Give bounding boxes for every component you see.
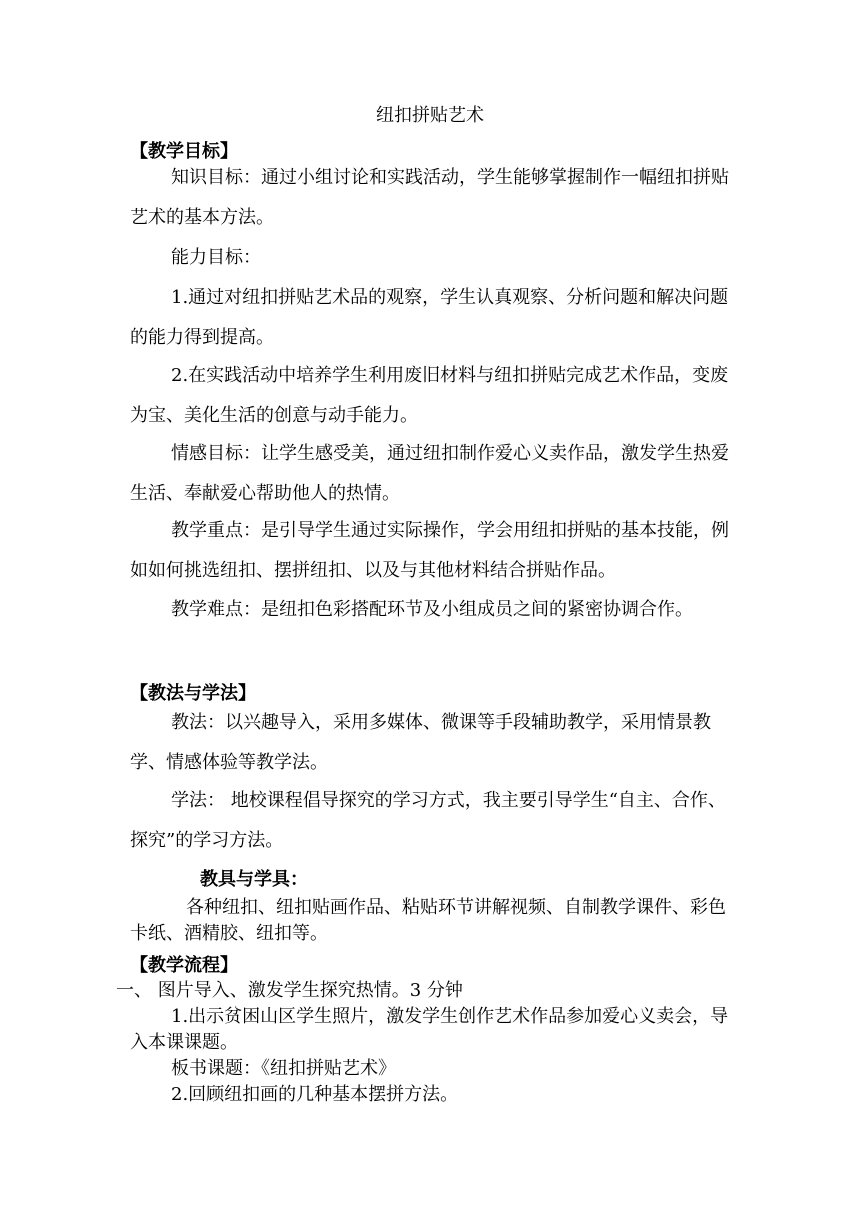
ability-objective-1: 1.通过对纽扣拼贴艺术品的观察，学生认真观察、分析问题和解决问题的能力得到提高。 bbox=[130, 287, 729, 348]
process-step-1: 一、 图片导入、激发学生探究热情。3 分钟 bbox=[116, 980, 463, 1001]
objectives-heading: 【教学目标】 bbox=[130, 141, 238, 162]
tools-heading: 教具与学具： bbox=[200, 869, 308, 890]
methods-heading: 【教法与学法】 bbox=[130, 683, 256, 704]
document-title: 纽扣拼贴艺术 bbox=[376, 105, 484, 126]
learning-method: 学法： 地校课程倡导探究的学习方式，我主要引导学生“自主、合作、探究”的学习方法。 bbox=[130, 790, 726, 851]
ability-objective-2: 2.在实践活动中培养学生利用废旧材料与纽扣拼贴完成艺术作品，变废为宝、美化生活的创意与动手能力。 bbox=[130, 365, 729, 426]
process-step-1-1: 1.出示贫困山区学生照片，激发学生创作艺术作品参加爱心义卖会，导入本课课题。 bbox=[130, 1006, 729, 1053]
process-heading: 【教学流程】 bbox=[130, 955, 238, 976]
emotion-objective: 情感目标：让学生感受美，通过纽扣制作爱心义卖作品，激发学生热爱生活、奉献爱心帮助他人的热情。 bbox=[130, 443, 729, 504]
teaching-difficulty: 教学难点：是纽扣色彩搭配环节及小组成员之间的紧密协调合作。 bbox=[171, 599, 693, 620]
tools-content: 各种纽扣、纽扣贴画作品、粘贴环节讲解视频、自制教学课件、彩色卡纸、酒精胶、纽扣等。 bbox=[130, 897, 726, 944]
process-step-1-2: 2.回顾纽扣画的几种基本摆拼方法。 bbox=[171, 1084, 459, 1105]
teaching-method: 教法：以兴趣导入，采用多媒体、微课等手段辅助教学，采用情景教学、情感体验等教学法。 bbox=[130, 712, 711, 773]
ability-objective-label: 能力目标： bbox=[171, 247, 261, 268]
board-title: 板书课题：《纽扣拼贴艺术》 bbox=[171, 1058, 396, 1079]
teaching-key-point: 教学重点：是引导学生通过实际操作，学会用纽扣拼贴的基本技能，例如如何挑选纽扣、摆拼纽扣、以及与其他材料结合拼贴作品。 bbox=[130, 520, 729, 581]
knowledge-objective: 知识目标：通过小组讨论和实践活动，学生能够掌握制作一幅纽扣拼贴艺术的基本方法。 bbox=[130, 167, 729, 228]
